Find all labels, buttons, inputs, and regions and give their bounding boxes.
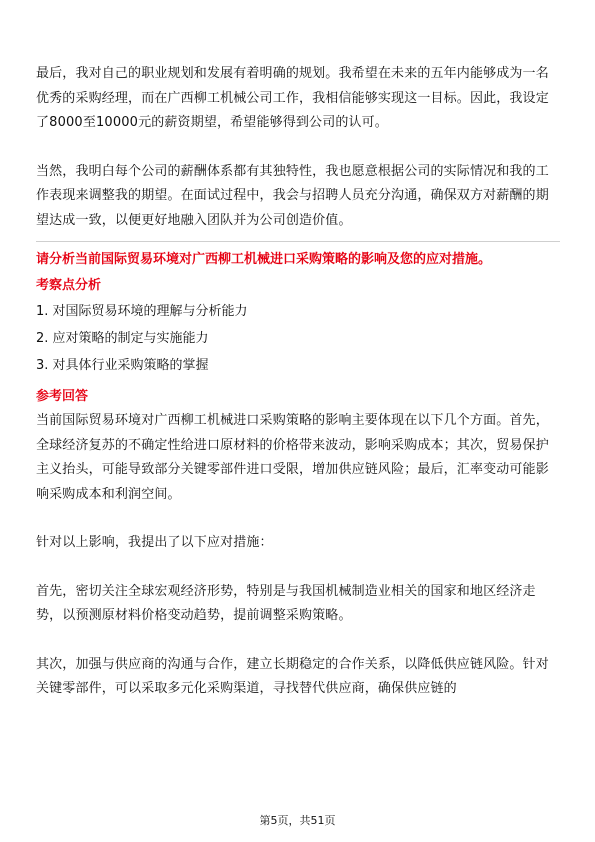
section-divider [36,241,560,242]
answer-paragraph-first-measure: 首先，密切关注全球宏观经济形势，特别是与我国机械制造业相关的国家和地区经济走势，以预测原材料价格变动趋势，提前调整采购策略。 [36,583,536,623]
analysis-item: 1. 对国际贸易环境的理解与分析能力 [36,304,248,319]
answer-paragraph-second-measure: 其次，加强与供应商的沟通与合作，建立长期稳定的合作关系，以降低供应链风险。针对关键零部件，可以采取多元化采购渠道，寻找替代供应商，确保供应链的 [36,656,549,696]
answer-heading: 参考回答 [36,389,89,404]
paragraph-career-plan: 最后，我对自己的职业规划和发展有着明确的规划。我希望在未来的五年内能够成为一名优秀的采购经理，而在广西柳工机械公司工作，我相信能够实现这一目标。因此，我设定了8000至10000元的薪资期望，希望能够得到公司的认可。 [36,66,549,130]
answer-paragraph-intro: 针对以上影响，我提出了以下应对措施： [36,535,273,550]
answer-paragraph-impacts: 当前国际贸易环境对广西柳工机械进口采购策略的影响主要体现在以下几个方面。首先，全球经济复苏的不确定性给进口原材料的价格带来波动，影响采购成本；其次，贸易保护主义抬头，可能导致部分关键零部件进口受限，增加供应链风险；最后，汇率变动可能影响采购成本和利润空间。 [36,413,549,502]
paragraph-salary-flexibility: 当然，我明白每个公司的薪酬体系都有其独特性，我也愿意根据公司的实际情况和我的工作表现来调整我的期望。在面试过程中，我会与招聘人员充分沟通，确保双方对薪酬的期望达成一致，以便更好地融入团队并为公司创造价值。 [36,163,549,228]
page-content [36,62,560,702]
analysis-item: 2. 应对策略的制定与实施能力 [36,331,209,346]
page-number: 第5页，共51页 [259,814,336,827]
analysis-heading: 考察点分析 [36,278,102,293]
analysis-item: 3. 对具体行业采购策略的掌握 [36,358,209,373]
question-heading: 请分析当前国际贸易环境对广西柳工机械进口采购策略的影响及您的应对措施。 [36,252,492,267]
